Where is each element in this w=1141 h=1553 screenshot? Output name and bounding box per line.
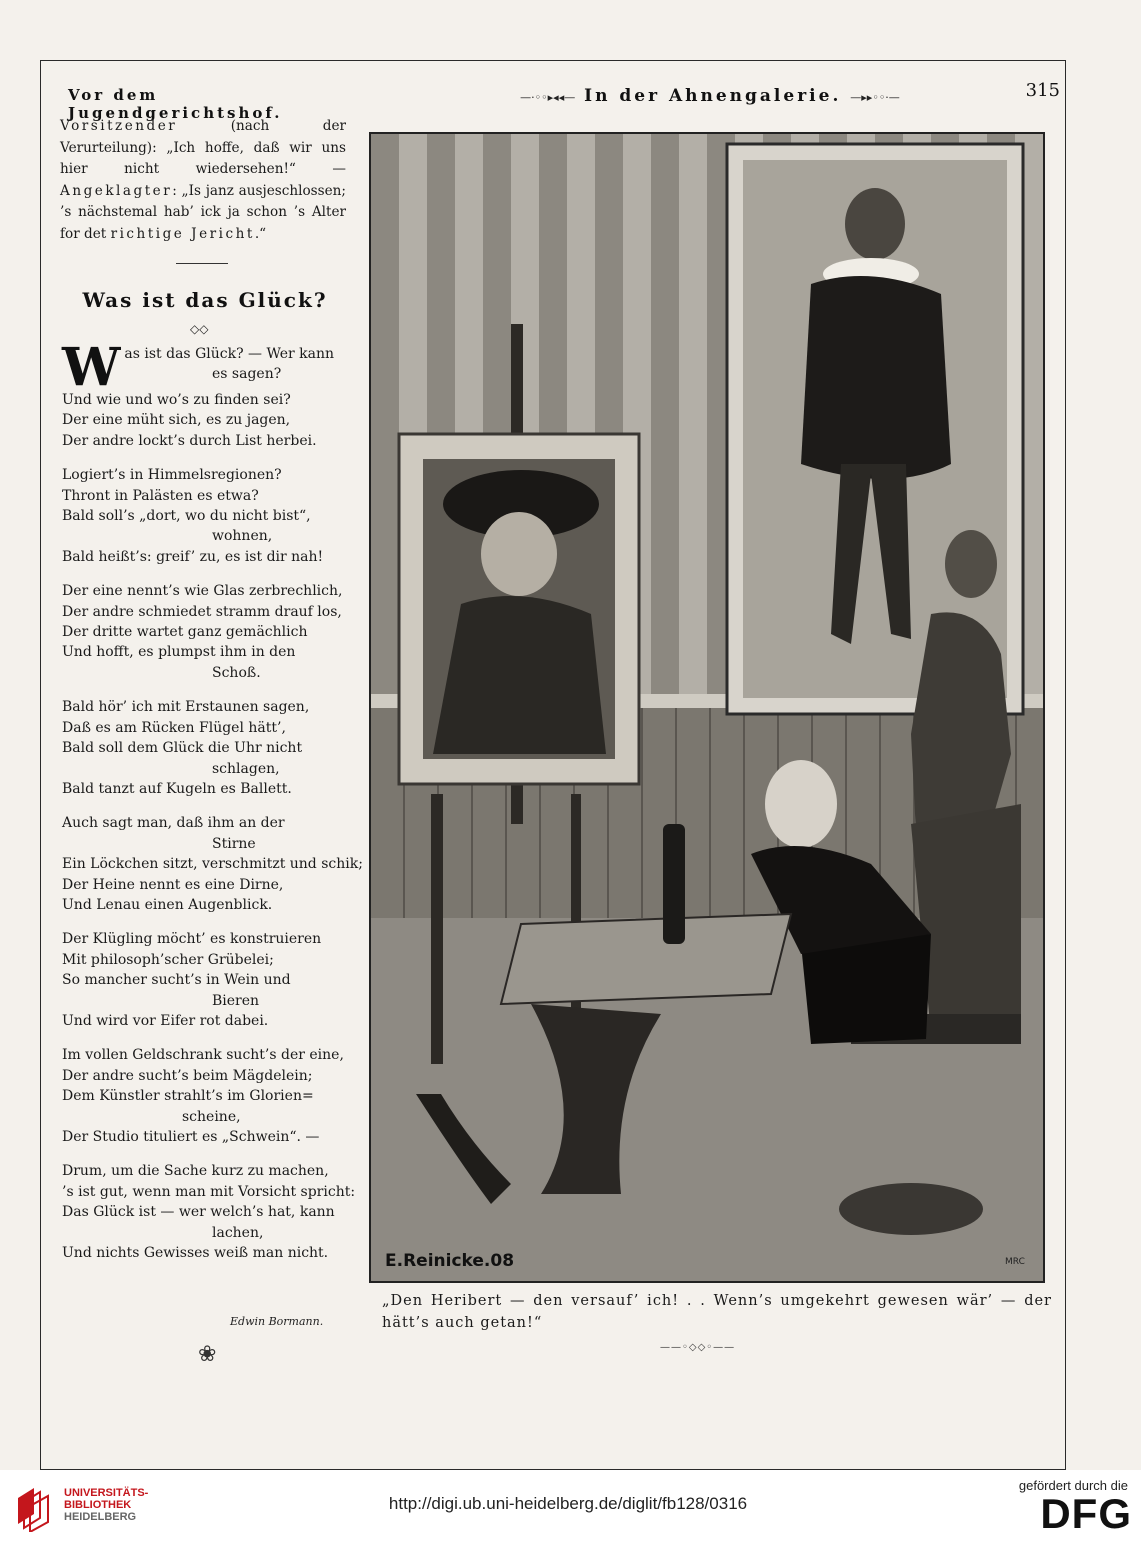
poem-stanza: [62, 337, 352, 451]
end-ornament-icon: ❀: [198, 1342, 217, 1367]
poem-line: Und Lenau einen Augenblick.: [62, 896, 273, 913]
university-library-name[interactable]: [64, 1487, 148, 1523]
poem-line: Bald tanzt auf Kugeln es Ballett.: [62, 780, 292, 797]
header-center-title: In der Ahnengalerie.: [584, 86, 842, 106]
dfg-logo[interactable]: DFG: [1040, 1490, 1132, 1537]
poem-body: [62, 337, 363, 1277]
nobleman-doublet: [801, 276, 951, 479]
poem-line: es sagen?: [212, 366, 282, 383]
poem-line: schlagen,: [212, 760, 280, 777]
poem-line: Bald heißt’s: greif’ zu, es ist dir nah!: [62, 548, 324, 565]
cavalier-face: [481, 512, 557, 596]
intro-text-3: .“: [254, 225, 267, 242]
permalink-url[interactable]: http://digi.ub.uni-heidelberg.de/diglit/fb128/0316: [388, 1494, 748, 1513]
wine-bottle: [663, 824, 685, 944]
poem-line: Stirne: [212, 835, 256, 852]
poem-line: Der andre schmiedet stramm drauf los,: [62, 603, 342, 620]
poem-author: Edwin Bormann.: [230, 1315, 324, 1328]
illustration: [369, 132, 1045, 1283]
intro-anecdote: [60, 116, 346, 245]
poem-stanza: [62, 697, 352, 799]
poem-line: scheine,: [182, 1108, 241, 1125]
header-ornament-right: —▸▸◦◦·—: [850, 91, 900, 104]
poem-line: Der andre sucht’s beim Mägdelein;: [62, 1067, 313, 1084]
poem-line: Thront in Palästen es etwa?: [62, 487, 259, 504]
poem-line: Drum, um die Sache kurz zu machen,: [62, 1163, 329, 1180]
university-library-logo[interactable]: [14, 1484, 54, 1532]
poem-line: Und wie und wo’s zu finden sei?: [62, 392, 291, 408]
poem-line: Das Glück ist — wer welch’s hat, kann: [62, 1204, 335, 1221]
poem-line: lachen,: [212, 1224, 264, 1241]
poem-line: Bald hör’ ich mit Erstaunen sagen,: [62, 699, 310, 716]
poem-line: Der eine nennt’s wie Glas zerbrechlich,: [62, 583, 343, 600]
champagne-cooler: [839, 1183, 983, 1235]
drop-initial: W: [62, 337, 121, 398]
armor-helmet: [945, 530, 997, 598]
poem-line: Der andre lockt’s durch List herbei.: [62, 432, 317, 449]
poem-line: Bald soll’s „dort, wo du nicht bist“,: [62, 508, 311, 525]
poem-line: Und hofft, es plumpst ihm in den: [62, 644, 296, 661]
funding-note: gefördert durch die: [1018, 1478, 1128, 1493]
library-line-1: UNIVERSITÄTS-: [64, 1487, 149, 1499]
intro-text-1: (nach der Verurteilung): „Ich hoffe, daß wir uns hier nicht wiedersehen!“ —: [60, 118, 346, 177]
caption-ornament: ——◦◇◇◦——: [660, 1342, 736, 1353]
poem-title: Was ist das Glück?: [82, 288, 328, 312]
illustration-scene: [371, 134, 1043, 1281]
intro-emph: richtige Jericht: [110, 225, 255, 242]
poem-line: Und wird vor Eifer rot dabei.: [62, 1012, 269, 1029]
nobleman-head: [845, 188, 905, 260]
poem-stanza: [62, 1045, 352, 1147]
poem-line: ’s ist gut, wenn man mit Vorsicht spricht:: [62, 1183, 356, 1200]
poem-line: Ein Löckchen sitzt, verschmitzt und schik;: [62, 856, 363, 873]
poem-stanza: [62, 929, 352, 1031]
illustration-caption: „Den Heribert — den versauf’ ich! . . Wenn’s umgekehrt gewesen wär’ — der hätt’s auch getan!“: [382, 1293, 1052, 1331]
poem-line: Logiert’s in Himmelsregionen?: [62, 467, 282, 484]
table-top: [501, 914, 791, 1004]
poem-line: wohnen,: [212, 528, 273, 545]
poem-line: Im vollen Geldschrank sucht’s der eine,: [62, 1047, 344, 1064]
poem-stanza: [62, 465, 352, 567]
poem-line: Der Klügling möcht’ es konstruieren: [62, 931, 322, 948]
running-header-center: [520, 86, 900, 106]
header-ornament-left: —·◦◦▸◂◂—: [520, 91, 576, 104]
poem-line: Der eine müht sich, es zu jagen,: [62, 412, 291, 429]
poem-line: Der Heine nennt es eine Dirne,: [62, 876, 284, 893]
speaker-defendant: Angeklagter: [60, 182, 173, 199]
poem-line: as ist das Glück? — Wer kann: [124, 346, 335, 362]
speaker-judge: Vorsitzender: [60, 118, 178, 134]
artist-signature: E.Reinicke.08: [385, 1251, 515, 1271]
poem-line: Der dritte wartet ganz gemächlich: [62, 624, 308, 641]
poem-line: Bald soll dem Glück die Uhr nicht: [62, 740, 303, 757]
running-header-left: Vor dem Jugendgerichtshof.: [68, 86, 283, 122]
poem-line: Der Studio tituliert es „Schwein“. —: [62, 1129, 320, 1145]
poem-line: Bieren: [212, 992, 260, 1009]
title-ornament: ◇◇: [190, 322, 209, 336]
poem-line: Und nichts Gewisses weiß man nicht.: [62, 1245, 329, 1262]
poem-line: Mit philosoph’scher Grübelei;: [62, 951, 274, 968]
man-head: [765, 760, 837, 848]
poem-stanza: [62, 813, 363, 915]
section-divider: [176, 263, 228, 264]
library-line-3: HEIDELBERG: [64, 1511, 137, 1523]
poem-line: Dem Künstler strahlt’s im Glorien=: [62, 1088, 314, 1105]
poem-stanza: [62, 581, 352, 683]
poem-line: So mancher sucht’s in Wein und: [62, 972, 291, 989]
poem-stanza: [62, 1161, 356, 1263]
intro-text-2: : „Is janz ausjeschlossen; ’s nächstemal hab’ ick ja schon ’s Alter for det: [60, 182, 346, 242]
page-number: 315: [1025, 80, 1060, 101]
library-line-2: BIBLIOTHEK: [64, 1499, 132, 1511]
poem-line: Daß es am Rücken Flügel hätt’,: [62, 719, 286, 736]
engraver-mark: MRC: [1005, 1257, 1025, 1267]
poem-line: Schoß.: [212, 664, 261, 681]
poem-line: Auch sagt man, daß ihm an der: [62, 815, 285, 832]
easel-leg-left: [431, 794, 443, 1064]
cavalier-body: [433, 596, 606, 754]
